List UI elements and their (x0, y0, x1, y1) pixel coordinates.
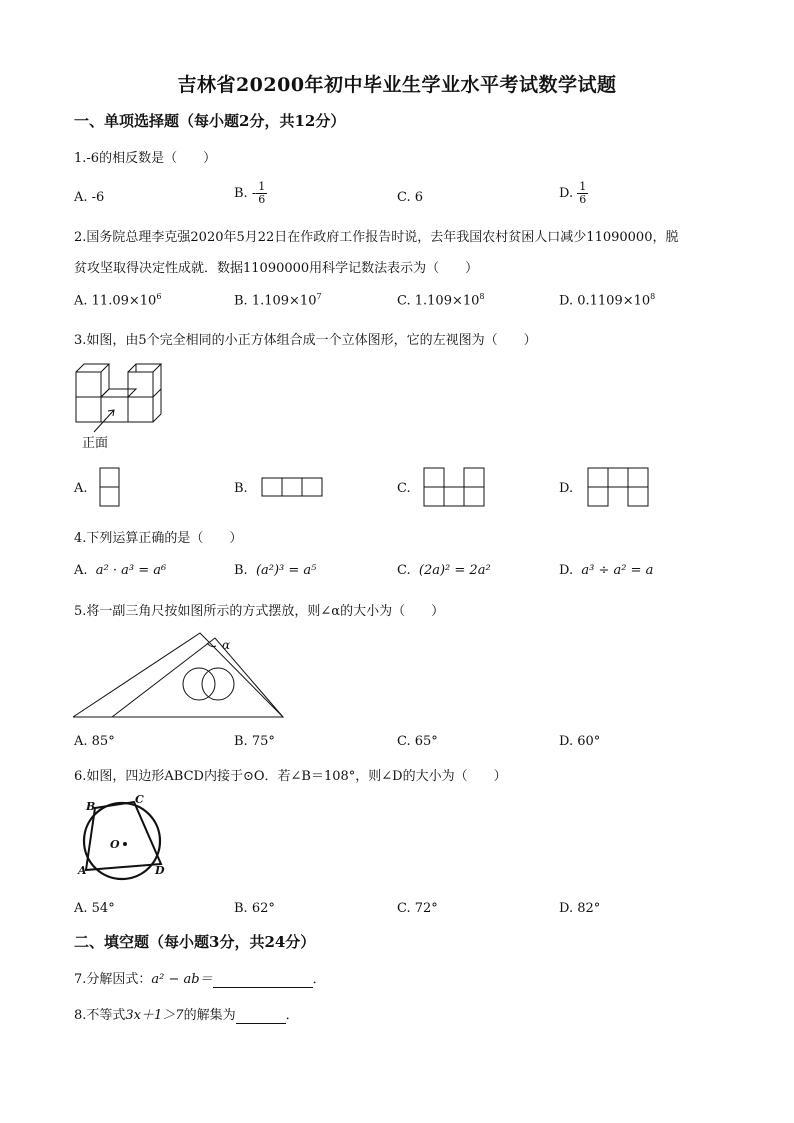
q3-option-b: B. (234, 481, 248, 496)
question-7: 7.分解因式：a² − ab＝ ． (74, 972, 326, 987)
question-2-line1: 2.国务院总理李克强2020年5月22日在作政府工作报告时说，去年我国农村贫困人口减少11090000，脱 (74, 230, 679, 245)
q1-option-d: D. $\frac{1}{6}$ (559, 180, 587, 206)
answer-blank-8[interactable] (236, 1008, 286, 1024)
front-label: 正面 (82, 436, 109, 451)
question-5-stem: 5.将一副三角尺按如图所示的方式摆放，则∠α的大小为（ ） (74, 604, 445, 619)
q2-option-b: B. $1.109\times 10^7$ (234, 292, 322, 309)
q6-option-b: B. 62° (234, 901, 275, 916)
q2-option-a: A. $11.09\times 10^6$ (74, 292, 162, 309)
q3-option-c: C. (397, 481, 411, 496)
q4-option-b: B. (a²)³ = a⁵ (234, 563, 317, 578)
question-3-stem: 3.如图，由5个完全相同的小正方体组合成一个立体图形，它的左视图为（ ） (74, 333, 537, 348)
point-c-label: C (135, 793, 144, 806)
q6-option-a: A. 54° (74, 901, 115, 916)
question-6-stem: 6.如图，四边形ABCD内接于⊙O．若∠B＝108°，则∠D的大小为（ ） (74, 769, 507, 784)
q4-option-d: D. a³ ÷ a² = a (559, 563, 654, 578)
q5-option-a: A. 85° (74, 734, 115, 749)
point-o-label: O (110, 838, 120, 851)
q3-d-view (587, 467, 651, 509)
point-a-label: A (78, 864, 87, 877)
answer-blank-7[interactable] (213, 972, 313, 988)
q5-option-d: D. 60° (559, 734, 601, 749)
section-heading-choice: 一、单项选择题（每小题2分，共12分） (74, 112, 346, 130)
question-1-stem: 1.-6的相反数是（ ） (74, 151, 217, 166)
q1-option-a: A. -6 (74, 190, 105, 205)
q4-option-c: C. (2a)² = 2a² (397, 563, 491, 578)
question-4-stem: 4.下列运算正确的是（ ） (74, 531, 243, 546)
page-title: 吉林省20200年初中毕业生学业水平考试数学试题 (177, 74, 617, 96)
q3-option-d: D. (559, 481, 574, 496)
point-d-label: D (155, 864, 165, 877)
q1-option-b: B. - $\frac{1}{6}$ (234, 180, 266, 206)
point-b-label: B (86, 800, 96, 813)
q3-option-a: A. (74, 481, 88, 496)
question-2-line2: 贫攻坚取得决定性成就．数据11090000用科学记数法表示为（ ） (74, 261, 479, 276)
q3-b-view (261, 477, 325, 499)
q6-option-d: D. 82° (559, 901, 601, 916)
q5-option-c: C. 65° (397, 734, 438, 749)
front-arrow-icon (84, 405, 124, 435)
q2-option-d: D. $0.1109\times 10^8$ (559, 292, 656, 309)
q5-option-b: B. 75° (234, 734, 275, 749)
q1-option-c: C. 6 (397, 190, 424, 205)
q3-c-view (423, 467, 487, 509)
triangle-rulers-figure (70, 628, 290, 723)
q4-option-a: A. a² · a³ = a⁶ (74, 563, 167, 578)
question-8: 8.不等式3x＋1＞7的解集为 ． (74, 1008, 299, 1023)
q3-a-view (99, 467, 121, 509)
q6-option-c: C. 72° (397, 901, 438, 916)
alpha-label: α (222, 638, 231, 652)
q2-option-c: C. $1.109\times 10^8$ (397, 292, 485, 309)
section-heading-fill-in: 二、填空题（每小题3分，共24分） (74, 933, 316, 951)
